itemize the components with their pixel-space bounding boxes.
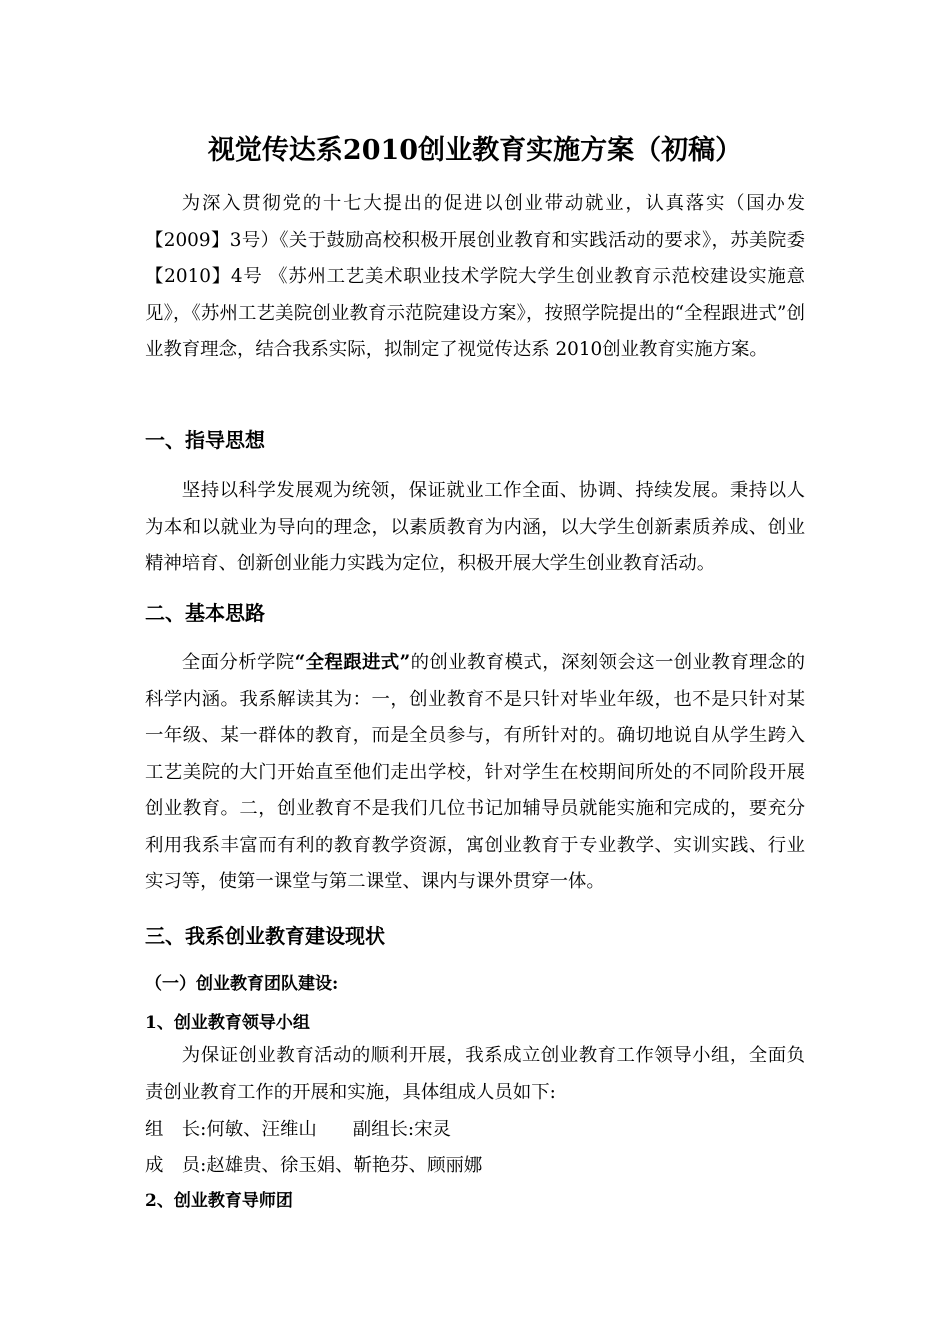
intro-paragraph: 为深入贯彻党的十七大提出的促进以创业带动就业，认真落实（国办发【2009】3号）《关于鼓励高校积极开展创业教育和实践活动的要求》，苏美院委【2010】4号 《苏州工艺美术职业技术学院大学生创业教育示范校建设实施意见》，《苏州工艺美院创业教育示范院建设方案》，按照学院提出的“全程跟进式”创业教育理念，结合我系实际，拟制定了视觉传达系 2010创业教育实施方案。 [145, 193, 805, 360]
vice-leader-label: 副组长: [352, 1119, 415, 1140]
leader-line [145, 1115, 451, 1145]
guiding-ideology-paragraph: 坚持以科学发展观为统领，保证就业工作全面、协调、持续发展。秉持以人为本和以就业为导向的理念，以素质教育为内涵，以大学生创新素质养成、创业精神培育、创新创业能力实践为定位，积极开展大学生创业教育活动。 [145, 480, 805, 574]
vice-leader-names: 宋灵 [414, 1119, 451, 1140]
subheading-team-building: （一）创业教育团队建设: [145, 974, 339, 994]
leadership-group-paragraph: 为保证创业教育活动的顺利开展，我系成立创业教育工作领导小组，全面负责创业教育工作的开展和实施，具体组成人员如下: [145, 1045, 805, 1103]
basic-approach-text-start: 全面分析学院 [181, 652, 295, 673]
basic-approach-emphasis: “全程跟进式” [294, 652, 411, 673]
members-line [145, 1151, 482, 1181]
leader-label: 组 长: [145, 1119, 207, 1140]
section-heading-current-status: 三、我系创业教育建设现状 [145, 924, 385, 948]
document-title: 视觉传达系2010创业教育实施方案（初稿） [207, 135, 743, 166]
leader-names: 何敏、汪维山 [206, 1119, 317, 1140]
item-mentor-group-title: 2、创业教育导师团 [145, 1191, 293, 1211]
section-heading-basic-approach: 二、基本思路 [145, 601, 265, 625]
item-leadership-group-title: 1、创业教育领导小组 [145, 1013, 310, 1033]
member-label: 成 员: [145, 1155, 207, 1176]
section-heading-guiding-ideology: 一、指导思想 [145, 428, 265, 452]
member-names: 赵雄贵、徐玉娟、靳艳芬、顾丽娜 [206, 1155, 483, 1176]
basic-approach-paragraph [145, 645, 805, 901]
basic-approach-text-rest: 的创业教育模式，深刻领会这一创业教育理念的科学内涵。我系解读其为：一，创业教育不是只针对毕业年级，也不是只针对某一年级、某一群体的教育，而是全员参与，有所针对的。确切地说自从学生跨入工艺美院的大门开始直至他们走出学校，针对学生在校期间所处的不同阶段开展创业教育。二，创业教育不是我们几位书记加辅导员就能实施和完成的，要充分利用我系丰富而有利的教育教学资源，寓创业教育于专业教学、实训实践、行业实习等，使第一课堂与第二课堂、课内与课外贯穿一体。 [145, 652, 805, 892]
